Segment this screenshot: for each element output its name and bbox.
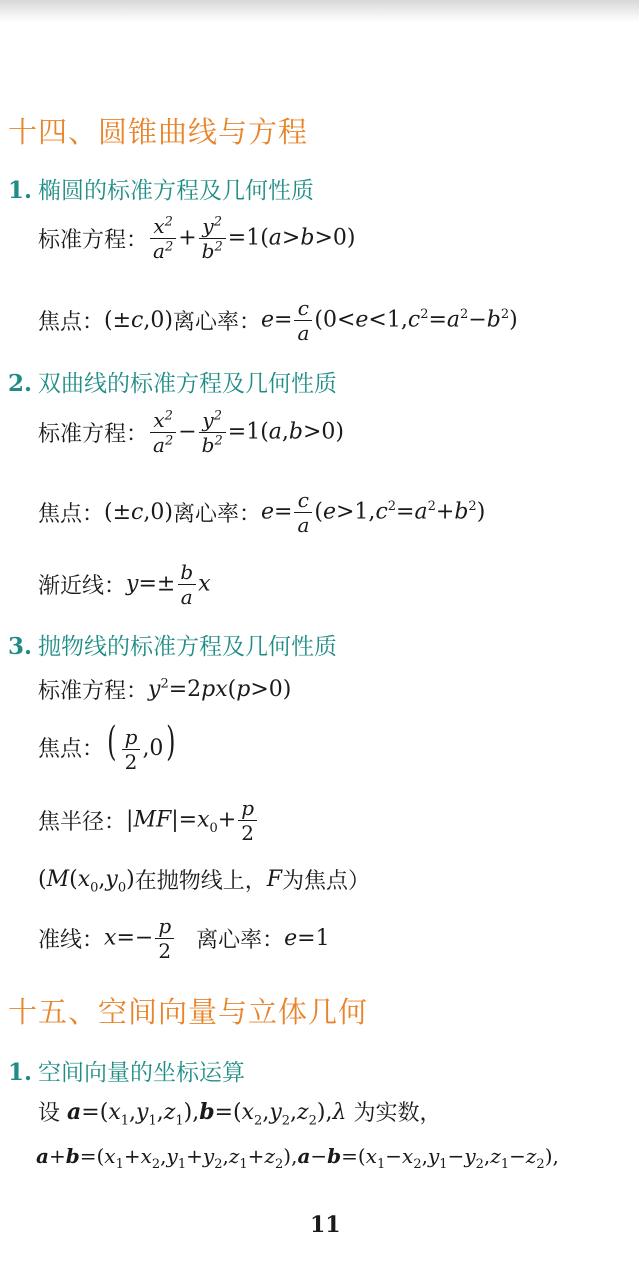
formula: $a=(x_1,y_1,z_1),b=(x_2,y_2,z_2),\lambda$ xyxy=(67,1098,347,1128)
subsection-title-hyperbola xyxy=(8,365,337,398)
label: 焦点： xyxy=(38,737,105,763)
formula: x=− $\frac{p}{2}$ xyxy=(104,914,176,963)
page-number: 11 xyxy=(310,1212,341,1238)
subsection-title-ellipse xyxy=(8,172,314,205)
subsection-title-parabola xyxy=(8,628,337,661)
label: 焦半径： xyxy=(38,810,127,835)
subsection-text: 椭圆的标准方程及几何性质 xyxy=(38,178,315,204)
label: 标准方程： xyxy=(38,679,149,704)
label2: 离心率： xyxy=(172,310,261,335)
subsection-text: 空间向量的坐标运算 xyxy=(38,1060,246,1086)
parabola-note xyxy=(38,864,370,895)
subsection-number: 1. xyxy=(8,177,33,204)
subsection-text: 双曲线的标准方程及几何性质 xyxy=(38,371,338,397)
parabola-focus xyxy=(38,719,179,774)
vector-add-subtract xyxy=(36,1144,559,1172)
subsection-text: 抛物线的标准方程及几何性质 xyxy=(38,634,338,660)
parabola-standard-equation xyxy=(38,674,291,705)
label2: 离心率： xyxy=(172,502,261,527)
formula: y=± $\frac{b}{a}$ x xyxy=(126,560,211,609)
label: 渐近线： xyxy=(38,574,127,599)
section-title-14: 十四、圆锥曲线与方程 xyxy=(8,115,309,149)
label: 焦点： xyxy=(38,502,105,527)
section-title-15: 十五、空间向量与立体几何 xyxy=(8,995,369,1029)
hyperbola-focus-eccentricity xyxy=(38,488,485,537)
label: 焦点： xyxy=(38,310,105,335)
subsection-number: 3. xyxy=(8,633,33,660)
ellipse-standard-equation xyxy=(38,214,355,263)
label: 在抛物线上， xyxy=(134,869,267,894)
formula: ( $\frac{p}{2}$ ,0) xyxy=(107,719,176,774)
status-bar-shadow xyxy=(0,0,639,22)
label: 准线： xyxy=(38,928,105,953)
label: 标准方程： xyxy=(38,228,149,253)
hyperbola-standard-equation xyxy=(38,408,344,457)
formula: $|MF|=x_0+$ $\frac{p}{2}$ xyxy=(126,796,259,845)
formula: $\frac{x^2}{a^2}$ − $\frac{y^2}{b^2}$ =1(a,b>0) xyxy=(148,408,344,457)
hyperbola-asymptote xyxy=(38,560,211,609)
formula2: e= $\frac{c}{a}$ $(0<e<1,c^2=a^2-b^2)$ xyxy=(260,296,518,345)
formula: $a+b=(x_1+x_2,y_1+y_2,z_1+z_2),a-b=(x_1-x_2,y_1-y_2,z_1-z_2)$, xyxy=(36,1144,559,1172)
formula-mid: F xyxy=(266,867,283,892)
subsection-number: 1. xyxy=(8,1059,33,1086)
label: 设 xyxy=(38,1101,61,1126)
subsection-title-vector-coordinates xyxy=(8,1054,245,1087)
formula2: e= $\frac{c}{a}$ $(e>1,c^2=a^2+b^2)$ xyxy=(260,488,486,537)
parabola-directrix-eccentricity xyxy=(38,914,330,963)
subsection-number: 2. xyxy=(8,370,33,397)
formula: $\frac{x^2}{a^2}$ + $\frac{y^2}{b^2}$ =1(a>b>0) xyxy=(148,214,355,263)
formula: $y^2=2px(p>0)$ xyxy=(148,676,292,702)
formula: (±c,0) xyxy=(104,500,173,525)
formula2: e=1 xyxy=(284,926,330,951)
label2: 离心率： xyxy=(196,928,285,953)
vector-definition xyxy=(38,1096,441,1127)
label-end: 为焦点） xyxy=(282,869,371,894)
formula: (±c,0) xyxy=(104,308,173,333)
label2: 为实数， xyxy=(353,1101,442,1126)
ellipse-focus-eccentricity xyxy=(38,296,518,345)
formula: ($M(x_0,y_0)$ xyxy=(38,867,135,896)
label: 标准方程： xyxy=(38,422,149,447)
parabola-focal-radius xyxy=(38,796,259,845)
